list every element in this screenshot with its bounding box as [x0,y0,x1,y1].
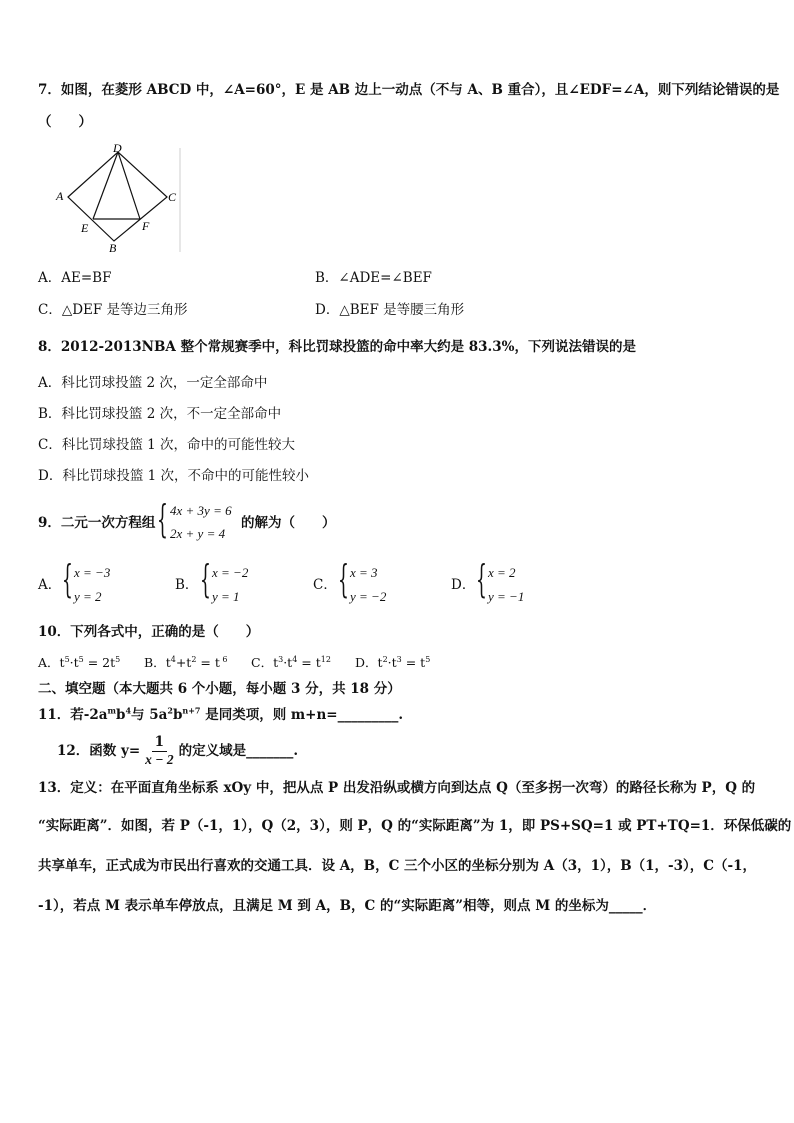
q9-eq1: 4x + 3y = 6 [170,503,232,518]
q10-option-c: C．$t^3\cdot t^4 = t^{12}$ [251,654,331,670]
q7-option-d: D．△BEF 是等腰三角形 [315,302,465,318]
q10-option-d: D．$t^2\cdot t^3 = t^5$ [355,654,431,670]
q9-option-d-line1: x = 2 [488,565,516,580]
q9-option-a-brace: { [62,557,73,601]
q8-option-d: D．科比罚球投篮 1 次，不命中的可能性较小 [38,468,309,484]
q10-option-a: A．$t^5\cdot t^5 = 2t^5$ [38,654,121,670]
label-f: F [142,219,150,233]
q9-option-a-line1: x = −3 [74,565,111,580]
q9-option-d-line2: y = −1 [488,589,525,604]
q7-stem: 7．如图，在菱形 ABCD 中，∠A=60°，E 是 AB 边上一动点（不与 A、B 重合），且∠EDF=∠A，则下列结论错误的是 [38,82,780,98]
q9-prefix: 9．二元一次方程组 [38,515,156,531]
q9-system-brace: { [157,497,168,541]
section-fill-in-heading: 二、填空题（本大题共 6 个小题，每小题 3 分，共 18 分） [38,681,401,697]
q12-stem: 12．函数 y= $\frac{1}{x - 2}$ 的定义域是 _______ . [57,734,299,767]
label-a: A [56,189,64,203]
q9-option-b-line2: y = 1 [212,589,240,604]
q9-option-a-line2: y = 2 [74,589,102,604]
q12-blank[interactable]: _______ [246,742,294,759]
q9-option-c-line2: y = −2 [350,589,387,604]
q12-fraction [142,735,176,768]
q9-option-b-label: B． [175,577,199,593]
q9-option-b-brace: { [200,557,211,601]
q9-option-d-brace: { [476,557,487,601]
q8-option-b: B．科比罚球投篮 2 次，不一定全部命中 [38,406,282,422]
q7-option-c: C．△DEF 是等边三角形 [38,302,188,318]
label-b: B [109,241,117,255]
q13-line-2: “实际距离”．如图，若 P（-1，1），Q（2，3），则 P，Q 的“实际距离”为 1，即 PS+SQ=1 或 PT+TQ=1．环保低碳的 [38,818,792,834]
q11-stem: 11．若$-2a^mb^4$与 $5a^2b^{n+7}$ 是同类项，则 m+n=_________. [38,705,404,723]
q9-option-c-line1: x = 3 [350,565,378,580]
q9-eq2: 2x + y = 4 [170,526,226,541]
q13-line-4: -1），若点 M 表示单车停放点，且满足 M 到 A，B，C 的“实际距离”相等，则点 M 的坐标为_____． [38,898,657,914]
q8-stem: 8．2012-2013NBA 整个常规赛季中，科比罚球投篮的命中率大约是 83.3%，下列说法错误的是 [38,339,636,355]
q13-line-3: 共享单车，正式成为市民出行喜欢的交通工具．设 A，B，C 三个小区的坐标分别为 A（3，1），B（1，-3），C（-1， [38,858,757,874]
label-c: C [168,190,177,204]
q7-option-b: B．∠ADE=∠BEF [315,270,432,286]
segment-de [93,152,118,219]
q9-option-c-label: C． [313,577,337,593]
q12-denominator: x − 2 [145,751,174,767]
q9-option-a-label: A． [38,577,62,593]
q9-suffix: 的解为（ ） [241,515,336,531]
q10-option-b: B．$t^4+t^2 = t$ $^6$ [144,654,228,670]
rhombus-figure [50,140,185,258]
label-d: D [113,141,122,155]
q10-stem: 10．下列各式中，正确的是（ ） [38,624,260,640]
q12-numerator: 1 [152,735,167,752]
q7-answer-paren: （ ） [38,114,92,130]
q11-blank[interactable]: _________ [337,707,399,723]
q9-option-c-brace: { [338,557,349,601]
q8-option-a: A．科比罚球投篮 2 次，一定全部命中 [38,375,268,391]
q8-option-c: C．科比罚球投篮 1 次，命中的可能性较大 [38,437,296,453]
q7-option-a: A．AE=BF [38,270,112,286]
q9-option-d-label: D． [451,577,476,593]
q9-option-b-line1: x = −2 [212,565,249,580]
label-e: E [81,221,89,235]
q13-line-1: 13．定义：在平面直角坐标系 xOy 中，把从点 P 出发沿纵或横方向到达点 Q（至多拐一次弯）的路径长称为 P，Q 的 [38,780,756,796]
